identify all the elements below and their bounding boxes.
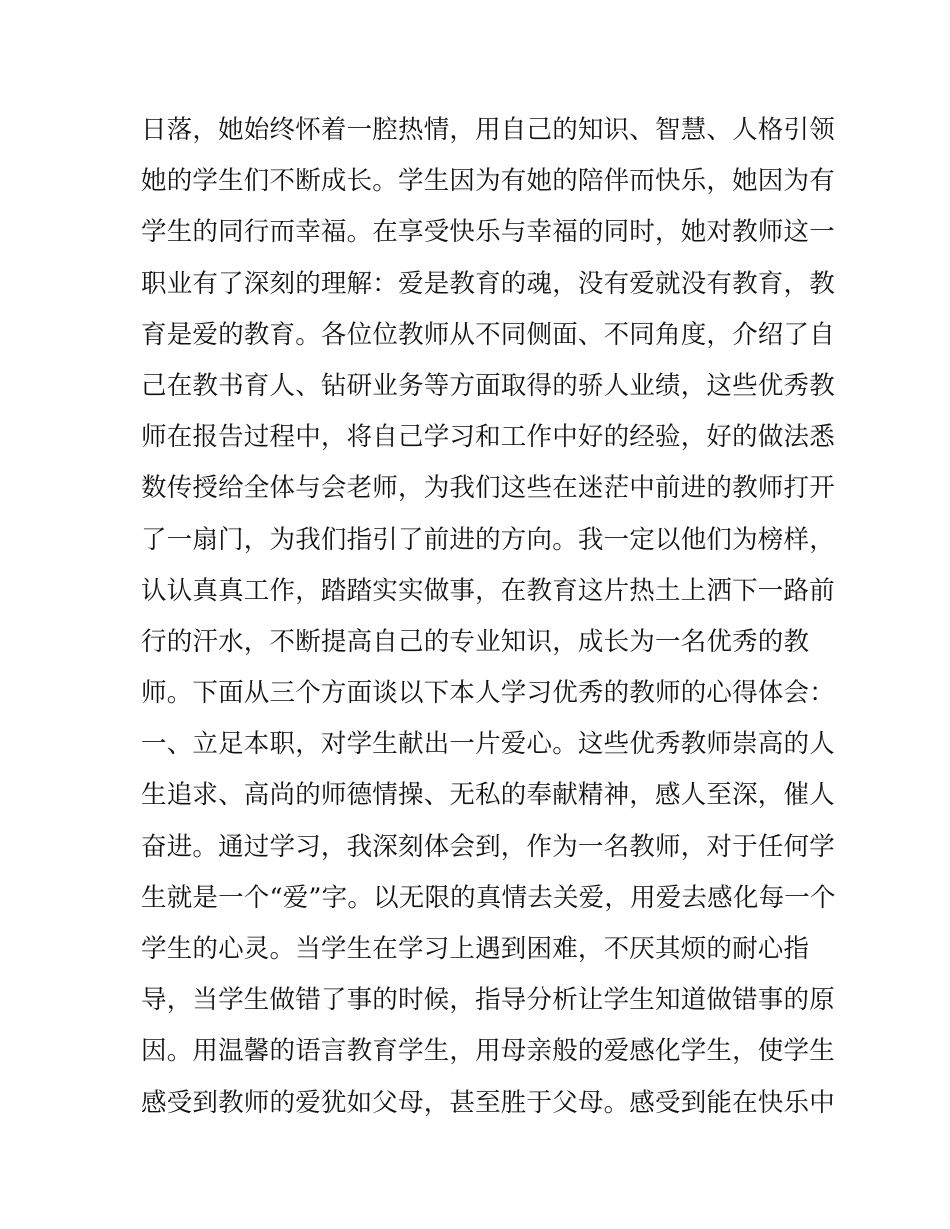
text-line: 因。用温馨的语言教育学生，用母亲般的爱感化学生，使学生 — [141, 1036, 835, 1067]
text-line: 认认真真工作，踏踏实实做事，在教育这片热土上洒下一路前 — [141, 575, 835, 606]
text-line: 师。下面从三个方面谈以下本人学习优秀的教师的心得体会： — [141, 678, 835, 709]
text-line: 了一扇门，为我们指引了前进的方向。我一定以他们为榜样， — [141, 524, 835, 555]
text-line: 己在教书育人、钻研业务等方面取得的骄人业绩，这些优秀教 — [141, 370, 835, 401]
text-line: 奋进。通过学习，我深刻体会到，作为一名教师，对于任何学 — [141, 831, 835, 862]
body-text — [141, 105, 836, 1129]
text-line: 她的学生们不断成长。学生因为有她的陪伴而快乐，她因为有 — [141, 166, 835, 197]
text-line: 生追求、高尚的师德情操、无私的奉献精神，感人至深，催人 — [141, 780, 835, 811]
text-line: 一、立足本职，对学生献出一片爱心。这些优秀教师崇高的人 — [141, 729, 835, 760]
text-line: 数传授给全体与会老师，为我们这些在迷茫中前进的教师打开 — [141, 473, 835, 504]
text-line: 师在报告过程中，将自己学习和工作中好的经验，好的做法悉 — [141, 422, 835, 453]
text-line: 日落，她始终怀着一腔热情，用自己的知识、智慧、人格引领 — [141, 115, 835, 145]
text-line: 学生的同行而幸福。在享受快乐与幸福的同时，她对教师这一 — [141, 217, 835, 248]
text-line: 育是爱的教育。各位位教师从不同侧面、不同角度，介绍了自 — [141, 319, 835, 350]
text-line: 生就是一个“爱”字。以无限的真情去关爱，用爱去感化每一个 — [141, 882, 836, 913]
text-line: 学生的心灵。当学生在学习上遇到困难，不厌其烦的耐心指 — [141, 934, 810, 964]
text-line: 职业有了深刻的理解：爱是教育的魂，没有爱就没有教育，教 — [141, 268, 835, 299]
text-line: 感受到教师的爱犹如父母，甚至胜于父母。感受到能在快乐中 — [141, 1087, 835, 1118]
text-line: 行的汗水，不断提高自己的专业知识，成长为一名优秀的教 — [141, 626, 810, 657]
text-line: 导，当学生做错了事的时候，指导分析让学生知道做错事的原 — [141, 985, 835, 1016]
